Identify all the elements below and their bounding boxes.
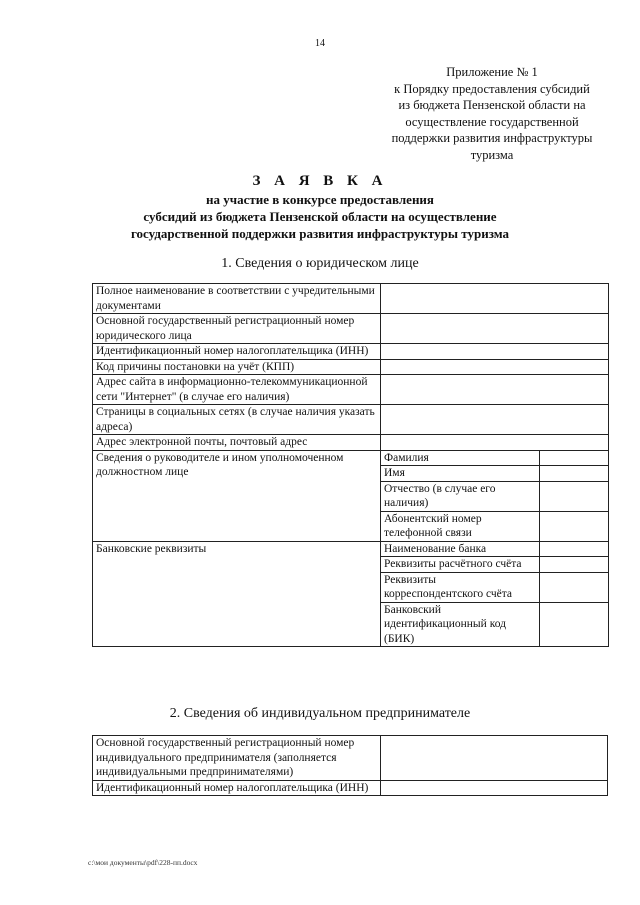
row-label: Идентификационный номер налогоплательщика (ИНН) — [93, 344, 381, 360]
document-subtitle-line: на участие в конкурсе предоставления — [206, 192, 434, 207]
value-cell[interactable] — [540, 572, 609, 602]
value-cell[interactable] — [540, 450, 609, 466]
table-row — [93, 780, 608, 796]
value-cell[interactable] — [381, 284, 609, 314]
appendix-line: осуществление государственной — [405, 114, 579, 129]
value-cell[interactable] — [540, 541, 609, 557]
value-cell[interactable] — [381, 780, 608, 796]
table-row — [93, 375, 609, 405]
field-label: Банковский идентификационный код (БИК) — [381, 602, 540, 647]
table-row — [93, 736, 608, 781]
appendix-reference — [362, 64, 622, 163]
appendix-line: к Порядку предоставления субсидий — [394, 81, 590, 96]
field-label: Абонентский номер телефонной связи — [381, 511, 540, 541]
field-label: Имя — [381, 466, 540, 482]
row-label: Адрес электронной почты, почтовый адрес — [93, 435, 381, 451]
section-1-heading: 1. Сведения о юридическом лице — [221, 256, 419, 271]
file-path-footer: c:\мои документы\pdf\228-пп.docx — [88, 858, 198, 867]
table-row — [93, 450, 609, 466]
document-title-block — [0, 172, 640, 242]
value-cell[interactable] — [540, 481, 609, 511]
appendix-line: из бюджета Пензенской области на — [398, 98, 586, 112]
table-row — [93, 284, 609, 314]
table-row — [93, 359, 609, 375]
table-row — [93, 405, 609, 435]
row-label: Основной государственный регистрационный номер индивидуального предпринимателя (заполняется индивидуальными предпринимателями) — [93, 736, 381, 781]
table-row — [93, 435, 609, 451]
legal-entity-table — [92, 283, 609, 647]
value-cell[interactable] — [540, 602, 609, 647]
page-number: 14 — [315, 38, 325, 49]
document-subtitle-line: субсидий из бюджета Пензенской области на осуществление — [143, 209, 497, 224]
field-label: Фамилия — [381, 450, 540, 466]
value-cell[interactable] — [381, 375, 609, 405]
value-cell[interactable] — [540, 511, 609, 541]
value-cell[interactable] — [381, 359, 609, 375]
value-cell[interactable] — [540, 466, 609, 482]
value-cell[interactable] — [381, 344, 609, 360]
row-label: Полное наименование в соответствии с учредительными документами — [93, 284, 381, 314]
head-group-label: Сведения о руководителе и ином уполномоченном должностном лице — [93, 450, 381, 541]
value-cell[interactable] — [381, 435, 609, 451]
document-subtitle-line: государственной поддержки развития инфраструктуры туризма — [130, 226, 510, 241]
field-label: Отчество (в случае его наличия) — [381, 481, 540, 511]
row-label: Идентификационный номер налогоплательщика (ИНН) — [93, 780, 381, 796]
field-label: Наименование банка — [381, 541, 540, 557]
value-cell[interactable] — [381, 736, 608, 781]
field-label: Реквизиты расчётного счёта — [381, 557, 540, 573]
section-2-heading: 2. Сведения об индивидуальном предпринимателе — [169, 706, 471, 721]
value-cell[interactable] — [381, 405, 609, 435]
value-cell[interactable] — [540, 557, 609, 573]
row-label: Код причины постановки на учёт (КПП) — [93, 359, 381, 375]
table-row — [93, 344, 609, 360]
appendix-line: туризма — [470, 147, 514, 162]
field-label: Реквизиты корреспондентского счёта — [381, 572, 540, 602]
appendix-line: Приложение № 1 — [446, 65, 538, 79]
appendix-line: поддержки развития инфраструктуры — [391, 131, 593, 145]
table-row — [93, 541, 609, 557]
value-cell[interactable] — [381, 314, 609, 344]
row-label: Адрес сайта в информационно-телекоммуникационной сети "Интернет" (в случае его наличия) — [93, 375, 381, 405]
document-title: З А Я В К А — [252, 173, 388, 189]
table-row — [93, 314, 609, 344]
row-label: Страницы в социальных сетях (в случае наличия указать адреса) — [93, 405, 381, 435]
entrepreneur-table — [92, 735, 608, 796]
row-label: Основной государственный регистрационный номер юридического лица — [93, 314, 381, 344]
bank-group-label: Банковские реквизиты — [93, 541, 381, 647]
